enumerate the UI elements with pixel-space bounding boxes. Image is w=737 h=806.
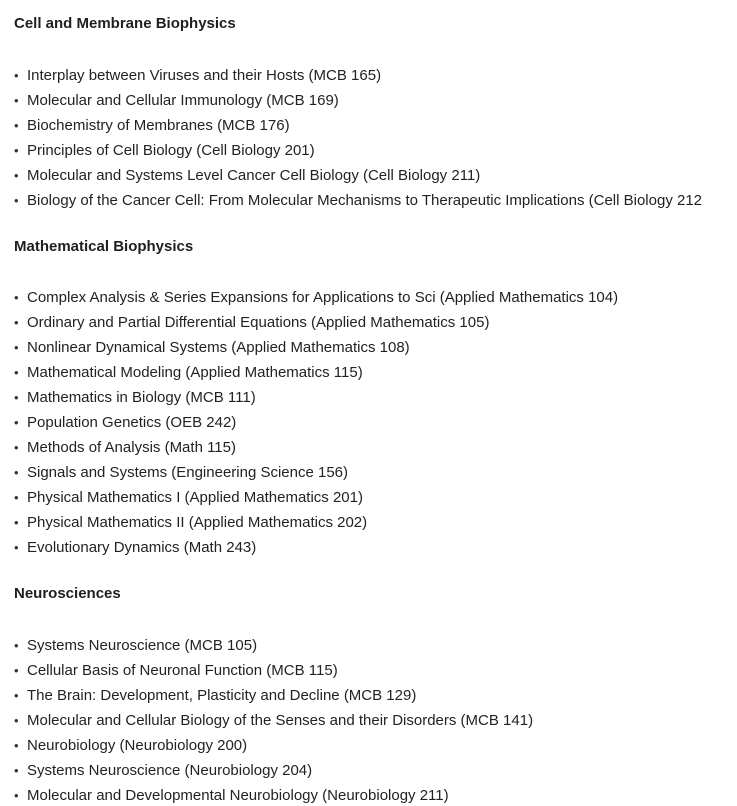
bullet-icon: • bbox=[14, 763, 19, 778]
course-item bbox=[14, 188, 737, 213]
course-item bbox=[14, 335, 737, 360]
bullet-icon: • bbox=[14, 515, 19, 530]
course-item bbox=[14, 758, 737, 783]
course-list bbox=[14, 285, 737, 560]
course-label: Physical Mathematics II (Applied Mathematics 202) bbox=[27, 514, 368, 531]
course-label: Molecular and Developmental Neurobiology (Neurobiology 211) bbox=[27, 787, 449, 804]
course-label: Complex Analysis & Series Expansions for Applications to Sci (Applied Mathematics 104) bbox=[27, 289, 619, 306]
bullet-icon: • bbox=[14, 490, 19, 505]
course-label: Mathematics in Biology (MCB 111) bbox=[27, 389, 256, 406]
course-label: Molecular and Cellular Immunology (MCB 169) bbox=[27, 92, 339, 109]
section-cell-membrane-biophysics bbox=[14, 14, 737, 213]
course-label: Population Genetics (OEB 242) bbox=[27, 414, 237, 431]
course-item bbox=[14, 485, 737, 510]
course-label: Physical Mathematics I (Applied Mathematics 201) bbox=[27, 489, 363, 506]
section-title: Mathematical Biophysics bbox=[14, 238, 194, 255]
course-item bbox=[14, 410, 737, 435]
course-label: Molecular and Systems Level Cancer Cell Biology (Cell Biology 211) bbox=[27, 167, 481, 184]
course-label: Signals and Systems (Engineering Science 156) bbox=[27, 464, 349, 481]
course-label: Methods of Analysis (Math 115) bbox=[27, 439, 236, 456]
bullet-icon: • bbox=[14, 315, 19, 330]
course-list bbox=[14, 63, 737, 213]
course-label: Biology of the Cancer Cell: From Molecular Mechanisms to Therapeutic Implications (Cell Biology 212 bbox=[27, 192, 703, 209]
bullet-icon: • bbox=[14, 168, 19, 183]
course-item bbox=[14, 88, 737, 113]
course-label: Evolutionary Dynamics (Math 243) bbox=[27, 539, 257, 556]
bullet-icon: • bbox=[14, 663, 19, 678]
course-label: Ordinary and Partial Differential Equations (Applied Mathematics 105) bbox=[27, 314, 490, 331]
course-item bbox=[14, 658, 737, 683]
course-label: Mathematical Modeling (Applied Mathematics 115) bbox=[27, 364, 363, 381]
bullet-icon: • bbox=[14, 738, 19, 753]
bullet-icon: • bbox=[14, 638, 19, 653]
course-label: Systems Neuroscience (Neurobiology 204) bbox=[27, 762, 313, 779]
bullet-icon: • bbox=[14, 340, 19, 355]
bullet-icon: • bbox=[14, 93, 19, 108]
course-item bbox=[14, 683, 737, 708]
section-mathematical-biophysics bbox=[14, 237, 737, 560]
course-item bbox=[14, 310, 737, 335]
course-label: Neurobiology (Neurobiology 200) bbox=[27, 737, 248, 754]
course-label: The Brain: Development, Plasticity and Decline (MCB 129) bbox=[27, 687, 417, 704]
bullet-icon: • bbox=[14, 688, 19, 703]
bullet-icon: • bbox=[14, 68, 19, 83]
bullet-icon: • bbox=[14, 390, 19, 405]
course-item bbox=[14, 360, 737, 385]
course-item bbox=[14, 733, 737, 758]
bullet-icon: • bbox=[14, 415, 19, 430]
course-label: Nonlinear Dynamical Systems (Applied Mathematics 108) bbox=[27, 339, 410, 356]
course-item bbox=[14, 63, 737, 88]
course-label: Biochemistry of Membranes (MCB 176) bbox=[27, 117, 290, 134]
course-label: Systems Neuroscience (MCB 105) bbox=[27, 637, 258, 654]
section-title: Neurosciences bbox=[14, 585, 121, 602]
bullet-icon: • bbox=[14, 118, 19, 133]
bullet-icon: • bbox=[14, 193, 19, 208]
section-title: Cell and Membrane Biophysics bbox=[14, 15, 236, 32]
course-item bbox=[14, 708, 737, 733]
course-item bbox=[14, 113, 737, 138]
bullet-icon: • bbox=[14, 143, 19, 158]
bullet-icon: • bbox=[14, 440, 19, 455]
course-label: Interplay between Viruses and their Hosts (MCB 165) bbox=[27, 67, 382, 84]
course-list bbox=[14, 633, 737, 806]
bullet-icon: • bbox=[14, 713, 19, 728]
bullet-icon: • bbox=[14, 465, 19, 480]
course-item bbox=[14, 535, 737, 560]
course-item bbox=[14, 385, 737, 410]
course-item bbox=[14, 285, 737, 310]
course-item bbox=[14, 138, 737, 163]
course-item bbox=[14, 435, 737, 460]
course-item bbox=[14, 783, 737, 806]
course-label: Cellular Basis of Neuronal Function (MCB 115) bbox=[27, 662, 338, 679]
bullet-icon: • bbox=[14, 540, 19, 555]
bullet-icon: • bbox=[14, 788, 19, 803]
course-item bbox=[14, 510, 737, 535]
section-neurosciences bbox=[14, 584, 737, 806]
course-label: Principles of Cell Biology (Cell Biology 201) bbox=[27, 142, 315, 159]
course-item bbox=[14, 163, 737, 188]
course-label: Molecular and Cellular Biology of the Senses and their Disorders (MCB 141) bbox=[27, 712, 534, 729]
course-item bbox=[14, 460, 737, 485]
bullet-icon: • bbox=[14, 365, 19, 380]
course-item bbox=[14, 633, 737, 658]
bullet-icon: • bbox=[14, 290, 19, 305]
